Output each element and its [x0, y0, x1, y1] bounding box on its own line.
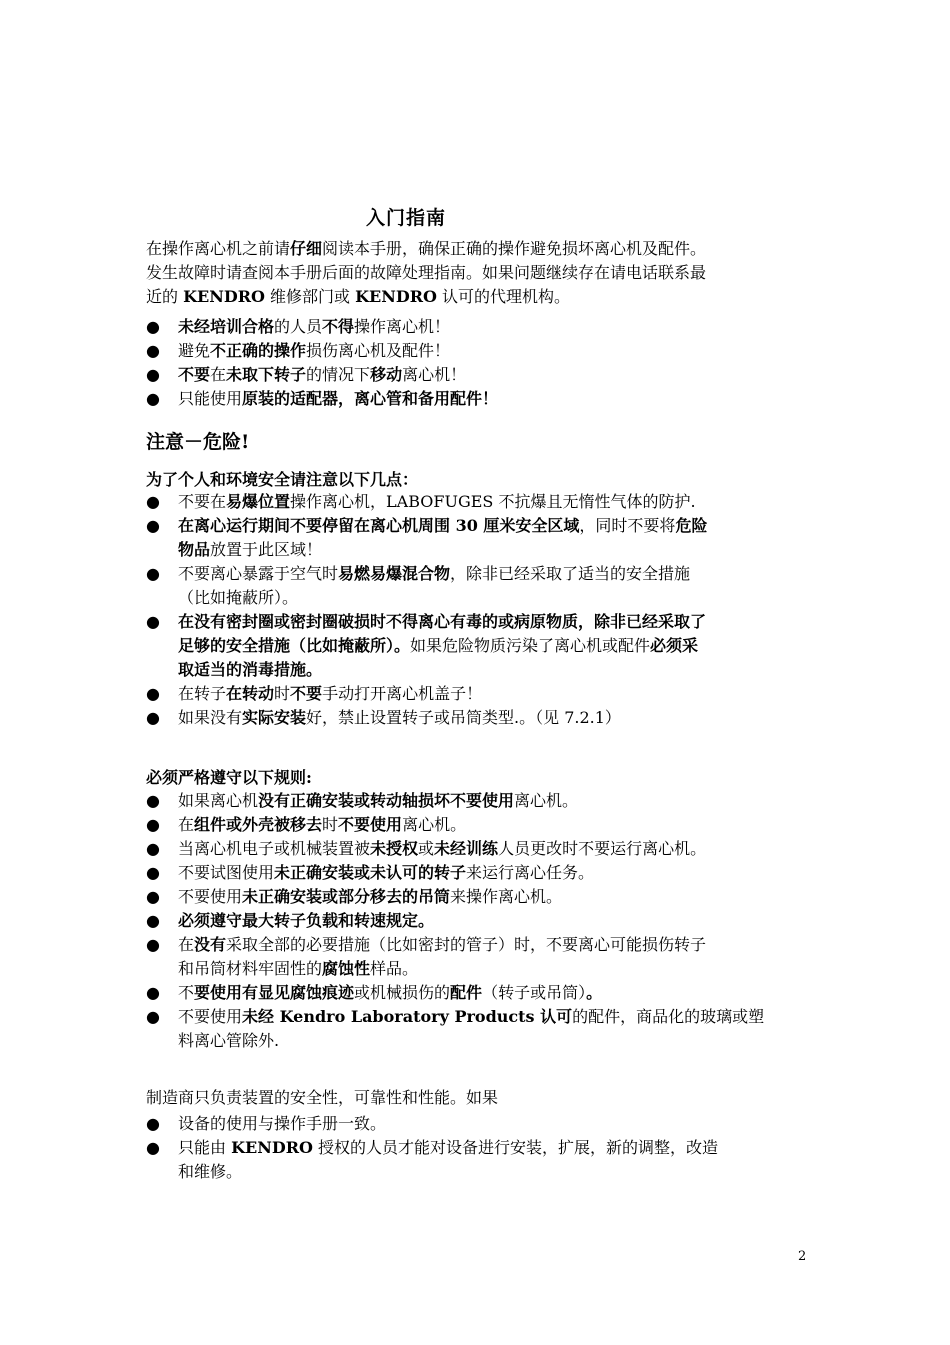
text-line: 在转子在转动时不要手动打开离心机盖子！ [178, 684, 483, 703]
bold-text: 易燃易爆混合物 [338, 564, 451, 583]
bullet-item [146, 706, 811, 730]
manufacturer-bullet-list [146, 1112, 811, 1184]
bold-text: 未经培训合格 [178, 317, 275, 336]
bullet-item [146, 933, 811, 981]
bullet-icon: ● [146, 684, 160, 703]
bold-text: 不要 [178, 365, 211, 384]
bold-text: 物品 [178, 540, 211, 559]
rules-heading: 必须严格遵守以下规则: [146, 768, 312, 787]
text-line [178, 658, 811, 682]
bullet-item [146, 682, 811, 706]
text-line: 发生故障时请查阅本手册后面的故障处理指南。如果问题继续存在请电话联系最 [146, 263, 707, 282]
text-line: （比如掩蔽所）。 [178, 588, 299, 607]
bullet-icon: ● [146, 516, 160, 535]
bold-text: 足够的安全措施（比如掩蔽所）。 [178, 636, 411, 655]
bullet-icon: ● [146, 564, 160, 583]
bold-text: 未经训练 [434, 839, 499, 858]
bold-text: 取适当的消毒措施。 [178, 660, 323, 679]
bullet-icon: ● [146, 911, 160, 930]
bold-text: KENDRO [183, 287, 265, 306]
bold-text: 不得 [322, 317, 355, 336]
bullet-icon: ● [146, 1007, 160, 1026]
text-line: 在操作离心机之前请仔细阅读本手册，确保正确的操作避免损坏离心机及配件。 [146, 239, 707, 258]
bullet-item [146, 813, 811, 837]
bullet-icon: ● [146, 983, 160, 1002]
bullet-item [146, 490, 811, 514]
bullet-item [146, 861, 811, 885]
bold-text: 未正确安装或未认可的转子 [274, 863, 467, 882]
bold-text: 必须遵守最大转子负载和转速规定。 [178, 911, 435, 930]
bold-text: 未授权 [370, 839, 419, 858]
text-line: 未经培训合格的人员不得操作离心机！ [178, 317, 451, 336]
text-line: 不要使用未正确安装或部分移去的吊筒来操作离心机。 [178, 887, 563, 906]
text-line: 在组件或外壳被移去时不要使用离心机。 [178, 815, 467, 834]
bold-text: 未经 Kendro Laboratory Products 认可 [242, 1007, 573, 1026]
bold-text: 实际安装 [242, 708, 307, 727]
bullet-icon: ● [146, 1114, 160, 1133]
bullet-item [146, 909, 811, 933]
bullet-icon: ● [146, 815, 160, 834]
bullet-item [146, 1005, 811, 1053]
bullet-icon: ● [146, 863, 160, 882]
text-line: 和吊筒材料牢固性的腐蚀性样品。 [178, 959, 419, 978]
bullet-item [146, 363, 811, 387]
bullet-item [146, 339, 811, 363]
bold-text: 没有正确安装或转动轴损坏不要使用 [258, 791, 515, 810]
bold-text: 不要 [290, 684, 323, 703]
bullet-icon: ● [146, 317, 160, 336]
text-line: 物品放置于此区域！ [178, 540, 323, 559]
warning-heading: 注意－危险! [146, 431, 250, 453]
bullet-item [146, 610, 811, 682]
text-line: 不要使用有显见腐蚀痕迹或机械损伤的配件（转子或吊筒）。 [178, 983, 603, 1002]
text-line [178, 909, 811, 933]
bold-text: KENDRO [231, 1138, 313, 1157]
bullet-item [146, 387, 811, 411]
text-line: 在离心运行期间不要停留在离心机周围 30 厘米安全区域，同时不要将危险 [178, 516, 708, 535]
rules-bullet-list [146, 789, 811, 1053]
bold-text: 不要使用 [338, 815, 403, 834]
bold-text: 在转动 [226, 684, 275, 703]
bullet-icon: ● [146, 708, 160, 727]
text-line: 不要离心暴露于空气时易燃易爆混合物，除非已经采取了适当的安全措施 [178, 564, 691, 583]
bold-text: 原装的适配器，离心管和备用配件！ [242, 389, 499, 408]
bullet-icon: ● [146, 389, 160, 408]
text-line: 不要使用未经 Kendro Laboratory Products 认可的配件，商品化的玻璃或塑 [178, 1007, 765, 1026]
text-line: 近的 KENDRO 维修部门或 KENDRO 认可的代理机构。 [146, 287, 571, 306]
safety-bullet-list [146, 490, 811, 730]
text-line: 当离心机电子或机械装置被未授权或未经训练人员更改时不要运行离心机。 [178, 839, 707, 858]
bold-text: 要使用有显见腐蚀痕迹 [194, 983, 355, 1002]
bold-text: 未正确安装或部分移去的吊筒 [242, 887, 451, 906]
bold-text: KENDRO [355, 287, 437, 306]
bold-text: 在没有密封圈或密封圈破损时不得离心有毒的或病原物质，除非已经采取了 [178, 612, 707, 631]
bullet-icon: ● [146, 887, 160, 906]
bold-text: 危险 [675, 516, 708, 535]
text-line: 只能使用原装的适配器，离心管和备用配件！ [178, 389, 499, 408]
bullet-item [146, 1136, 811, 1184]
bullet-icon: ● [146, 1138, 160, 1157]
bold-text: 不正确的操作 [210, 341, 307, 360]
text-line: 和维修。 [178, 1162, 243, 1181]
text-line: 如果离心机没有正确安装或转动轴损坏不要使用离心机。 [178, 791, 579, 810]
bullet-item [146, 562, 811, 610]
bullet-item [146, 514, 811, 562]
text-line: 避免不正确的操作损伤离心机及配件！ [178, 341, 451, 360]
safety-heading: 为了个人和环境安全请注意以下几点： [146, 470, 419, 489]
bold-text: 易爆位置 [226, 492, 291, 511]
bold-text: 配件 [450, 983, 483, 1002]
bullet-icon: ● [146, 839, 160, 858]
bullet-icon: ● [146, 791, 160, 810]
bold-text: 。 [586, 983, 603, 1002]
text-line: 不要在未取下转子的情况下移动离心机！ [178, 365, 467, 384]
page-title: 入门指南 [366, 207, 447, 229]
text-line [178, 610, 811, 634]
text-line: 不要在易爆位置操作离心机，LABOFUGES 不抗爆且无惰性气体的防护. [178, 492, 696, 511]
bullet-item [146, 1112, 811, 1136]
text-line: 在没有采取全部的必要措施（比如密封的管子）时，不要离心可能损伤转子 [178, 935, 707, 954]
text-line: 设备的使用与操作手册一致。 [178, 1114, 387, 1133]
bullet-icon: ● [146, 492, 160, 511]
bullet-item [146, 981, 811, 1005]
bold-text: 移动 [370, 365, 403, 384]
text-line: 足够的安全措施（比如掩蔽所）。如果危险物质污染了离心机或配件必须采 [178, 636, 699, 655]
bullet-icon: ● [146, 341, 160, 360]
bullet-item [146, 315, 811, 339]
bold-text: 未取下转子 [226, 365, 307, 384]
bullet-item [146, 885, 811, 909]
intro-paragraph [146, 237, 811, 309]
page-number: 2 [798, 1249, 807, 1264]
bullet-item [146, 837, 811, 861]
bold-text: 仔细 [290, 239, 323, 258]
bold-text: 组件或外壳被移去 [194, 815, 323, 834]
text-line: 如果没有实际安装好，禁止设置转子或吊筒类型.。（见 7.2.1） [178, 708, 621, 727]
intro-bullet-list [146, 315, 811, 411]
text-line: 只能由 KENDRO 授权的人员才能对设备进行安装，扩展，新的调整，改造 [178, 1138, 719, 1157]
manufacturer-paragraph: 制造商只负责装置的安全性，可靠性和性能。如果 [146, 1088, 499, 1107]
bullet-icon: ● [146, 935, 160, 954]
text-line: 不要试图使用未正确安装或未认可的转子来运行离心任务。 [178, 863, 595, 882]
text-line: 料离心管除外. [178, 1031, 280, 1050]
bullet-icon: ● [146, 365, 160, 384]
bold-text: 必须采 [650, 636, 699, 655]
bullet-icon: ● [146, 612, 160, 631]
bold-text: 腐蚀性 [322, 959, 371, 978]
bold-text: 没有 [194, 935, 227, 954]
bold-text: 在离心运行期间不要停留在离心机周围 30 厘米安全区域 [178, 516, 580, 535]
bullet-item [146, 789, 811, 813]
